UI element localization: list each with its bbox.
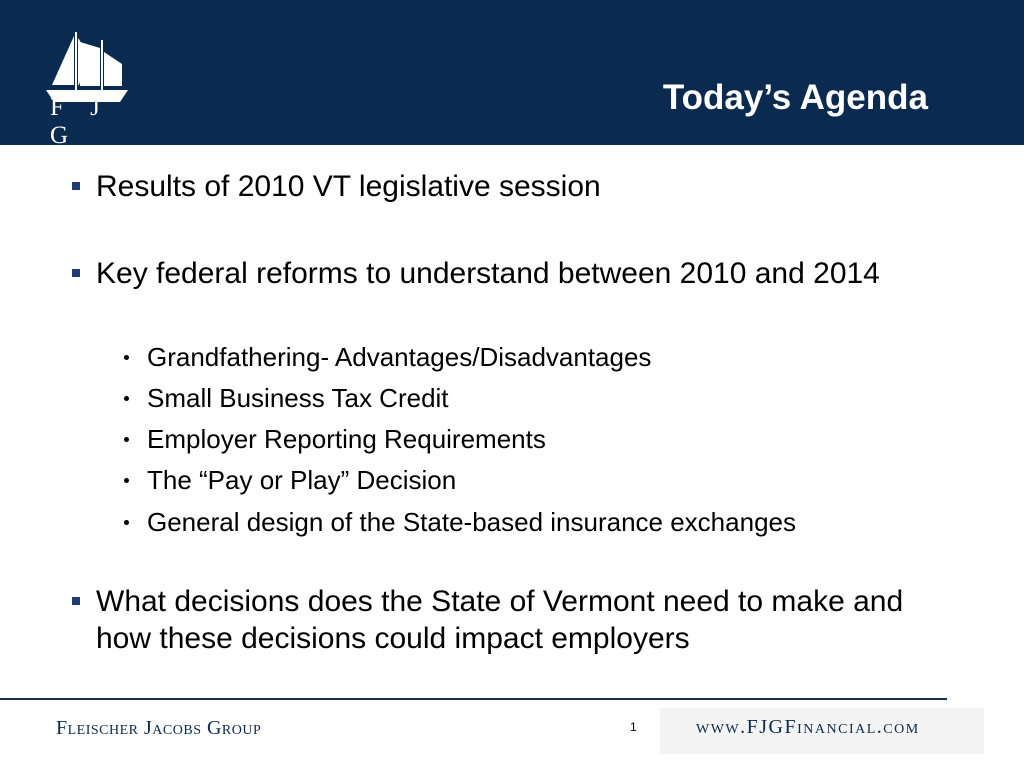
sub-bullet-text: General design of the State-based insurance exchanges — [147, 507, 796, 537]
square-bullet-icon — [72, 269, 80, 277]
footer-url: www.FJGFinancial.com — [696, 716, 920, 738]
square-bullet-icon — [72, 182, 80, 190]
footer-divider — [0, 698, 947, 700]
footer-url-box — [660, 708, 984, 754]
bullet-text: What decisions does the State of Vermont need to make and how these decisions could impact employers — [96, 585, 904, 655]
bullet-text: Results of 2010 VT legislative session — [96, 170, 601, 203]
dot-bullet-icon — [124, 478, 129, 483]
sub-bullet-text: Grandfathering- Advantages/Disadvantages — [147, 342, 652, 372]
logo-letters: F J G — [50, 94, 110, 149]
square-bullet-icon — [72, 597, 80, 605]
dot-bullet-icon — [124, 520, 129, 525]
dot-bullet-icon — [124, 437, 129, 442]
page-number: 1 — [630, 720, 637, 734]
sub-bullet-text: Employer Reporting Requirements — [147, 424, 546, 454]
dot-bullet-icon — [124, 355, 129, 360]
footer-company-name: Fleischer Jacobs Group — [56, 717, 262, 739]
sub-bullet-text: Small Business Tax Credit — [147, 383, 449, 413]
dot-bullet-icon — [124, 396, 129, 401]
bullet-text: Key federal reforms to understand between 2010 and 2014 — [96, 257, 880, 290]
sub-bullet-text: The “Pay or Play” Decision — [147, 465, 457, 495]
slide-title: Today’s Agenda — [662, 78, 928, 117]
